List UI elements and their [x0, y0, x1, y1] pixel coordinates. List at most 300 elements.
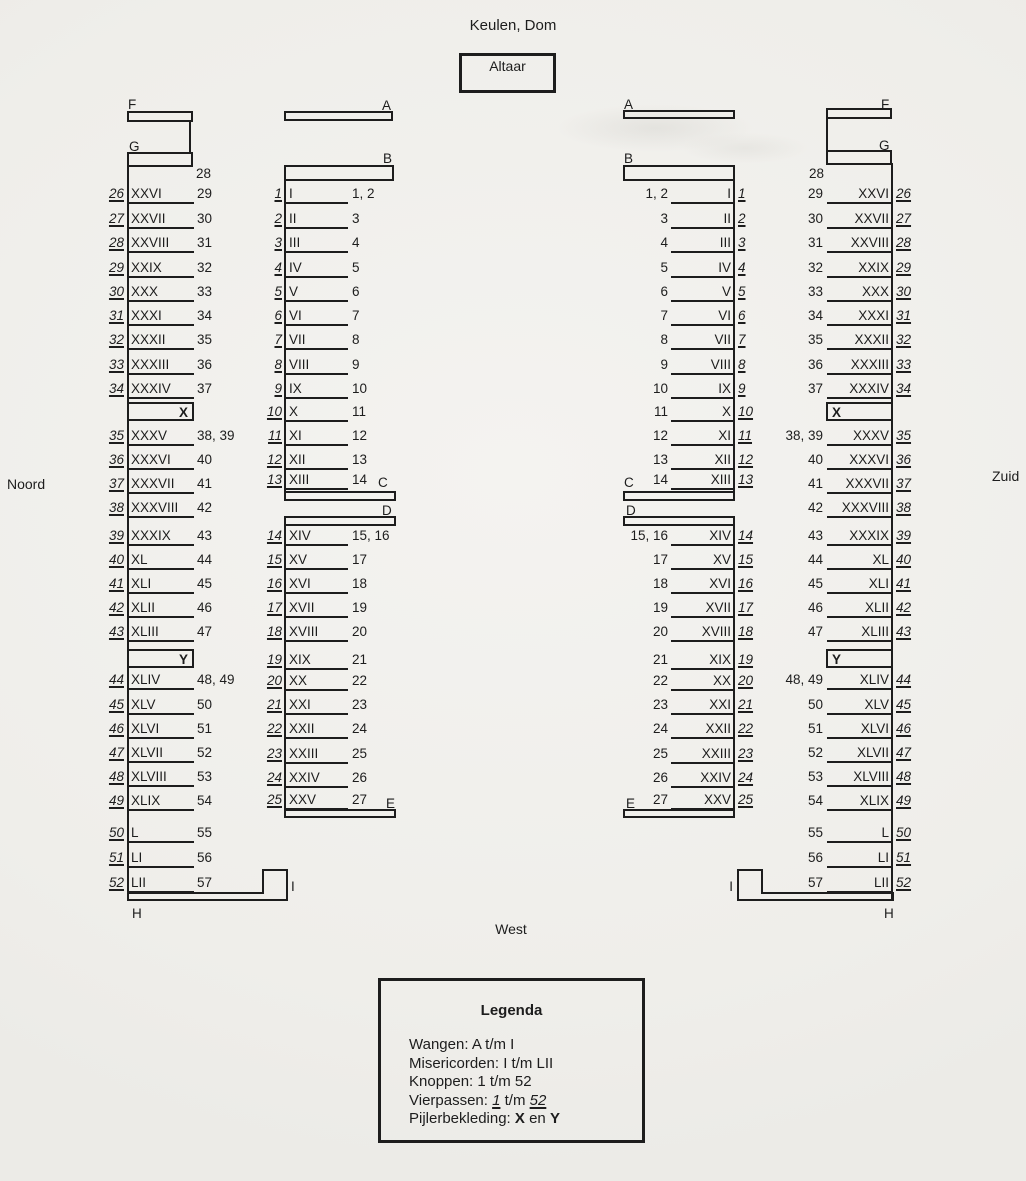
north-outer-misericorde-numeral: XLVII [131, 745, 164, 760]
north-outer-vierpas-number: 47 [108, 745, 124, 760]
south-inner-vierpas-number: 15 [738, 552, 754, 567]
south-outer-knop-number: 57 [807, 875, 823, 890]
south-outer-misericorde-numeral: XL [872, 552, 889, 567]
south-outer-misericorde-numeral: XXXI [858, 308, 889, 323]
south-outer-misericorde-numeral: LII [873, 875, 889, 890]
south-inner-knop-number: 3 [660, 210, 668, 226]
wange-label-b-south: B [624, 151, 634, 166]
north-outer-vierpas-number: 33 [108, 356, 124, 372]
north-outer-knop-number: 56 [197, 850, 213, 865]
south-outer-misericorde-numeral: XLIII [861, 624, 889, 639]
pillar-label-y-south: Y [832, 652, 842, 667]
stall-line-north-inner-1 [284, 180, 286, 501]
south-inner-vierpas-number: 5 [738, 283, 746, 299]
wange-label-i-north: I [291, 879, 295, 894]
stall-line-north-inner-2 [284, 516, 286, 818]
south-outer-vierpas-number: 29 [896, 259, 912, 275]
north-outer-knop-number: 35 [197, 332, 213, 347]
south-inner-vierpas-number: 18 [738, 624, 754, 639]
south-inner-vierpas-number: 21 [738, 697, 754, 712]
north-inner-misericorde-numeral: IX [289, 381, 302, 396]
south-outer-knop-number: 55 [807, 825, 823, 840]
south-outer-vierpas-number: 36 [896, 452, 912, 467]
legend-wangen-value: A t/m I [471, 1036, 515, 1053]
south-outer-vierpas-number: 42 [896, 600, 912, 615]
south-outer-knop-number: 54 [807, 792, 823, 808]
north-inner-misericorde-numeral: XIV [289, 528, 311, 543]
north-outer-misericorde-numeral: XLV [131, 696, 156, 712]
north-outer-knop-number: 54 [197, 792, 213, 808]
south-inner-misericorde-numeral: VI [718, 308, 731, 323]
south-inner-misericorde-numeral: XV [712, 552, 731, 567]
north-inner-misericorde-numeral: X [289, 403, 299, 419]
south-outer-vierpas-number: 34 [896, 381, 912, 396]
south-inner-misericorde-numeral: XII [714, 452, 731, 467]
wange-label-d-north: D [382, 503, 392, 518]
south-outer-misericorde-numeral: XXX [861, 283, 889, 299]
wange-label-g-north: G [129, 139, 140, 154]
north-outer-misericorde-numeral: XLII [131, 600, 156, 615]
wange-label-a-north: A [382, 98, 392, 113]
south-inner-vierpas-number: 17 [738, 600, 754, 615]
north-outer-knop-number: 53 [197, 769, 213, 784]
south-outer-knop-number: 46 [807, 600, 823, 615]
north-inner-misericorde-numeral: III [289, 235, 301, 250]
compass-west-label: West [495, 921, 527, 937]
north-inner-knop-number: 27 [352, 792, 368, 807]
north-inner-vierpas-number: 16 [266, 576, 282, 591]
north-inner-vierpas-number: 1 [274, 186, 282, 201]
north-inner-knop-number: 15, 16 [352, 528, 390, 543]
stall-line-south-inner-2 [733, 516, 735, 818]
north-outer-vierpas-number: 48 [108, 769, 124, 784]
south-outer-misericorde-numeral: XLIV [859, 672, 889, 687]
north-outer-knop-number: 30 [197, 210, 213, 226]
north-outer-misericorde-numeral: XXXVII [131, 476, 175, 491]
stall-line-north-outer [127, 165, 129, 901]
north-inner-misericorde-numeral: V [289, 283, 299, 299]
north-inner-vierpas-number: 9 [274, 381, 282, 396]
north-outer-knop-number: 46 [197, 600, 213, 615]
north-outer-misericorde-numeral: XXXIV [131, 381, 171, 396]
wange-label-b-north: B [383, 151, 393, 166]
wange-connector-south [826, 118, 828, 150]
north-outer-misericorde-numeral: LII [131, 875, 147, 890]
north-outer-misericorde-numeral: XLI [131, 576, 152, 591]
south-inner-knop-number: 7 [660, 308, 668, 323]
south-inner-knop-number: 8 [660, 332, 668, 347]
legend-wangen-label: Wangen: [409, 1036, 472, 1053]
north-inner-vierpas-number: 20 [266, 673, 282, 688]
north-outer-vierpas-number: 30 [108, 283, 124, 299]
south-outer-knop-number: 43 [807, 528, 823, 543]
north-outer-vierpas-number: 32 [108, 332, 124, 347]
north-inner-misericorde-numeral: XI [289, 428, 302, 443]
south-outer-vierpas-number: 41 [896, 576, 912, 591]
south-outer-vierpas-number: 31 [896, 308, 912, 323]
south-outer-misericorde-numeral: XXXVI [849, 452, 889, 467]
north-outer-knop-number: 45 [197, 576, 213, 591]
south-outer-misericorde-numeral: XLIX [859, 792, 889, 808]
compass-south-label: Zuid [992, 468, 1020, 484]
south-inner-knop-number: 17 [652, 552, 668, 567]
north-inner-vierpas-number: 4 [274, 259, 282, 275]
north-outer-vierpas-number: 50 [108, 825, 124, 840]
north-outer-misericorde-numeral: XXXVI [131, 452, 171, 467]
south-outer-vierpas-number: 50 [896, 825, 912, 840]
south-outer-knop-number: 41 [807, 476, 823, 491]
south-inner-knop-number: 20 [652, 624, 668, 639]
south-outer-misericorde-numeral: XXXV [852, 428, 889, 443]
south-outer-misericorde-numeral: XXXIV [849, 381, 889, 396]
south-inner-misericorde-numeral: II [723, 210, 731, 226]
south-inner-vierpas-number: 22 [738, 721, 754, 736]
wange-box-e-south [623, 809, 735, 818]
legend-pijlerbekleding-sep: en [524, 1110, 550, 1128]
north-outer-misericorde-numeral: L [131, 825, 139, 840]
north-outer-knop-number: 31 [197, 235, 213, 250]
south-inner-knop-number: 19 [652, 600, 668, 615]
south-inner-misericorde-numeral: XXI [709, 697, 731, 712]
south-inner-vierpas-number: 3 [738, 235, 746, 250]
legend-vierpassen-sep: t/m [500, 1091, 530, 1109]
south-outer-misericorde-numeral: XLVI [860, 721, 889, 736]
south-outer-knop-number: 52 [807, 745, 823, 760]
north-outer-vierpas-number: 41 [108, 576, 124, 591]
north-inner-vierpas-number: 17 [266, 600, 282, 615]
north-outer-vierpas-number: 31 [108, 308, 124, 323]
north-inner-knop-number: 13 [352, 452, 368, 467]
north-inner-misericorde-numeral: XVII [289, 600, 315, 615]
north-inner-vierpas-number: 12 [266, 452, 282, 467]
south-outer-misericorde-numeral: XXXII [854, 332, 889, 347]
north-inner-misericorde-numeral: XXIII [289, 745, 319, 761]
south-outer-misericorde-numeral: XXVIII [850, 235, 889, 250]
north-inner-vierpas-number: 2 [274, 210, 282, 226]
south-outer-vierpas-number: 32 [896, 332, 912, 347]
south-outer-misericorde-numeral: XXXVII [845, 476, 889, 491]
north-inner-knop-number: 25 [352, 745, 368, 761]
north-outer-knop-number: 51 [197, 721, 213, 736]
south-outer-vierpas-number: 30 [896, 283, 912, 299]
wange-label-h-north: H [132, 906, 142, 921]
south-inner-knop-number: 5 [660, 259, 668, 275]
north-inner-knop-number: 14 [352, 472, 368, 487]
north-outer-knop-number: 57 [197, 875, 213, 890]
north-outer-knop-number: 50 [197, 696, 213, 712]
north-inner-knop-number: 6 [352, 283, 360, 299]
north-inner-knop-number: 5 [352, 259, 360, 275]
south-inner-knop-number: 11 [653, 403, 668, 419]
north-inner-misericorde-numeral: XIII [289, 472, 310, 487]
south-outer-vierpas-number: 51 [896, 850, 912, 865]
north-outer-knop-number: 42 [197, 500, 213, 515]
pillar-label-y-north: Y [178, 652, 188, 667]
pillar-label-x-north: X [178, 405, 188, 420]
north-outer-misericorde-numeral: XXIX [131, 259, 162, 275]
north-inner-knop-number: 11 [352, 403, 367, 419]
south-inner-misericorde-numeral: III [719, 235, 731, 250]
south-inner-vierpas-number: 7 [738, 332, 746, 347]
legend-misericorden-value: I t/m LII [503, 1054, 554, 1072]
stall-line-south-inner-1 [733, 180, 735, 501]
altar-box [459, 53, 556, 93]
north-outer-misericorde-numeral: XLIX [131, 792, 161, 808]
wange-box-d-south [623, 516, 735, 526]
legend-vierpassen-label: Vierpassen: [409, 1091, 493, 1109]
north-inner-knop-number: 23 [352, 697, 368, 712]
south-outer-misericorde-numeral: XXXIX [849, 528, 889, 543]
south-inner-knop-number: 9 [660, 356, 668, 372]
wange-label-d-south: D [626, 503, 636, 518]
south-inner-vierpas-number: 20 [738, 673, 754, 688]
north-inner-knop-number: 19 [352, 600, 368, 615]
wange-label-e-south: E [626, 796, 636, 811]
north-outer-knop-number: 41 [197, 476, 213, 491]
south-outer-knop-number: 32 [807, 259, 823, 275]
legend-vierpassen-to: 52 [529, 1091, 547, 1109]
south-inner-knop-number: 22 [652, 673, 668, 688]
south-outer-knop-number: 37 [807, 381, 823, 396]
north-inner-vierpas-number: 10 [266, 403, 282, 419]
north-outer-misericorde-numeral: XLVIII [131, 769, 167, 784]
south-outer-misericorde-numeral: XXXIII [850, 356, 889, 372]
north-outer-knop-number: 48, 49 [197, 672, 235, 687]
south-inner-misericorde-numeral: IV [718, 259, 731, 275]
south-inner-vierpas-number: 14 [738, 528, 754, 543]
south-inner-misericorde-numeral: XX [712, 673, 731, 688]
wange-label-f-north: F [128, 97, 137, 112]
north-inner-knop-number: 4 [352, 235, 360, 250]
north-outer-misericorde-numeral: XLIII [131, 624, 159, 639]
south-inner-knop-number: 1, 2 [645, 186, 668, 201]
south-outer-vierpas-number: 46 [896, 721, 912, 736]
legend-line-vierpassen [409, 1092, 642, 1111]
south-inner-vierpas-number: 13 [738, 472, 754, 487]
north-outer-vierpas-number: 38 [108, 500, 124, 515]
south-outer-misericorde-numeral: L [881, 825, 889, 840]
north-inner-misericorde-numeral: II [289, 210, 297, 226]
north-outer-vierpas-number: 36 [108, 452, 124, 467]
south-inner-knop-number: 25 [652, 745, 668, 761]
legend-line-wangen [409, 1036, 642, 1055]
south-outer-vierpas-number: 33 [896, 356, 912, 372]
south-inner-vierpas-number: 12 [738, 452, 754, 467]
south-outer-misericorde-numeral: XLV [864, 696, 889, 712]
north-inner-vierpas-number: 8 [274, 356, 282, 372]
south-inner-misericorde-numeral: X [721, 403, 731, 419]
knop-first-north: 28 [196, 166, 212, 181]
south-inner-misericorde-numeral: XVI [709, 576, 731, 591]
north-inner-knop-number: 10 [352, 381, 368, 396]
south-outer-vierpas-number: 47 [896, 745, 912, 760]
legend-pillar-y: Y [549, 1110, 560, 1128]
south-inner-knop-number: 13 [652, 452, 668, 467]
north-outer-knop-number: 52 [197, 745, 213, 760]
south-inner-vierpas-number: 1 [738, 186, 746, 201]
south-inner-misericorde-numeral: XVIII [701, 624, 731, 639]
north-outer-knop-number: 43 [197, 528, 213, 543]
north-outer-vierpas-number: 37 [108, 476, 124, 491]
south-inner-vierpas-number: 24 [738, 770, 754, 785]
north-inner-vierpas-number: 11 [267, 428, 282, 443]
legend-line-knoppen [409, 1073, 642, 1092]
south-inner-misericorde-numeral: VII [714, 332, 731, 347]
north-inner-vierpas-number: 15 [266, 552, 282, 567]
south-inner-knop-number: 23 [652, 697, 668, 712]
north-outer-knop-number: 55 [197, 825, 213, 840]
north-inner-misericorde-numeral: IV [289, 259, 302, 275]
north-outer-misericorde-numeral: XXXIII [131, 356, 170, 372]
south-outer-knop-number: 44 [807, 552, 823, 567]
north-outer-misericorde-numeral: XXXII [131, 332, 166, 347]
south-inner-vierpas-number: 9 [738, 381, 746, 396]
south-inner-misericorde-numeral: XXIV [700, 770, 731, 785]
south-inner-misericorde-numeral: VIII [710, 356, 731, 372]
north-inner-vierpas-number: 6 [274, 308, 282, 323]
north-inner-knop-number: 7 [352, 308, 360, 323]
south-inner-vierpas-number: 19 [738, 652, 754, 667]
south-inner-knop-number: 27 [652, 792, 668, 807]
south-outer-vierpas-number: 40 [896, 552, 912, 567]
south-outer-knop-number: 35 [807, 332, 823, 347]
legend-pillar-x: X [514, 1110, 525, 1128]
north-inner-misericorde-numeral: VII [289, 332, 306, 347]
south-outer-vierpas-number: 35 [896, 428, 912, 443]
south-outer-vierpas-number: 43 [896, 624, 912, 639]
north-inner-vierpas-number: 7 [274, 332, 282, 347]
south-outer-knop-number: 38, 39 [785, 428, 823, 443]
south-outer-misericorde-numeral: XLI [868, 576, 889, 591]
south-outer-misericorde-numeral: XLVIII [853, 769, 889, 784]
pillar-label-x-south: X [832, 405, 842, 420]
legend-line-misericorden [409, 1055, 642, 1074]
south-outer-knop-number: 34 [807, 308, 823, 323]
north-inner-knop-number: 1, 2 [352, 186, 375, 201]
wange-box-d-north [284, 516, 396, 526]
north-inner-misericorde-numeral: XVIII [289, 624, 319, 639]
north-inner-misericorde-numeral: XXV [289, 792, 317, 807]
south-outer-knop-number: 45 [807, 576, 823, 591]
south-outer-misericorde-numeral: XXIX [858, 259, 889, 275]
legend-pijlerbekleding-label: Pijlerbekleding: [409, 1110, 515, 1128]
wange-box-b-north [284, 165, 394, 181]
north-outer-vierpas-number: 39 [108, 528, 124, 543]
north-inner-vierpas-number: 3 [274, 235, 282, 250]
south-inner-vierpas-number: 10 [738, 403, 754, 419]
wange-box-e-north [284, 809, 396, 818]
page-title: Keulen, Dom [469, 17, 557, 34]
north-inner-knop-number: 22 [352, 673, 368, 688]
south-outer-knop-number: 29 [807, 186, 823, 201]
south-inner-vierpas-number: 2 [738, 210, 746, 226]
legend-box [378, 978, 645, 1143]
south-inner-vierpas-number: 23 [738, 745, 754, 761]
north-outer-vierpas-number: 46 [108, 721, 124, 736]
north-inner-misericorde-numeral: VI [289, 308, 302, 323]
wange-label-c-north: C [378, 475, 388, 490]
south-inner-misericorde-numeral: XXII [705, 721, 731, 736]
south-outer-misericorde-numeral: XLVII [856, 745, 889, 760]
wange-label-c-south: C [624, 475, 634, 490]
south-inner-misericorde-numeral: XVII [705, 600, 731, 615]
wange-label-f-south: F [881, 97, 890, 112]
north-outer-vierpas-number: 26 [108, 186, 124, 201]
north-outer-knop-number: 33 [197, 283, 213, 299]
south-outer-knop-number: 48, 49 [785, 672, 823, 687]
north-outer-knop-number: 38, 39 [197, 428, 235, 443]
north-inner-misericorde-numeral: I [289, 186, 293, 201]
north-inner-vierpas-number: 25 [266, 792, 282, 807]
north-outer-vierpas-number: 52 [108, 875, 124, 890]
south-inner-knop-number: 12 [652, 428, 668, 443]
legend-knoppen-value: 1 t/m 52 [477, 1073, 532, 1091]
north-inner-knop-number: 3 [352, 210, 360, 226]
north-inner-vierpas-number: 18 [266, 624, 282, 639]
south-outer-knop-number: 33 [807, 283, 823, 299]
south-inner-misericorde-numeral: XXIII [701, 745, 731, 761]
north-outer-misericorde-numeral: XXVI [131, 186, 162, 201]
north-inner-vierpas-number: 24 [266, 770, 282, 785]
north-inner-misericorde-numeral: XIX [289, 652, 311, 667]
north-inner-misericorde-numeral: XII [289, 452, 306, 467]
south-inner-knop-number: 15, 16 [630, 528, 668, 543]
compass-north-label: Noord [7, 476, 46, 492]
north-outer-knop-number: 29 [197, 186, 213, 201]
north-outer-knop-number: 32 [197, 259, 213, 275]
south-inner-vierpas-number: 6 [738, 308, 746, 323]
north-inner-misericorde-numeral: XXI [289, 697, 311, 712]
south-outer-vierpas-number: 38 [896, 500, 912, 515]
north-outer-misericorde-numeral: XXX [131, 283, 159, 299]
north-outer-vierpas-number: 29 [108, 259, 124, 275]
north-inner-misericorde-numeral: XXII [289, 721, 315, 736]
wange-label-a-south: A [624, 97, 634, 112]
north-inner-vierpas-number: 19 [266, 652, 282, 667]
legend-knoppen-label: Knoppen: [409, 1073, 478, 1091]
south-inner-vierpas-number: 16 [738, 576, 754, 591]
north-outer-knop-number: 47 [197, 624, 213, 639]
north-inner-misericorde-numeral: XVI [289, 576, 311, 591]
south-inner-vierpas-number: 8 [738, 356, 746, 372]
south-inner-knop-number: 21 [652, 652, 668, 667]
north-outer-vierpas-number: 45 [108, 696, 124, 712]
north-outer-vierpas-number: 43 [108, 624, 124, 639]
north-outer-vierpas-number: 35 [108, 428, 124, 443]
north-inner-misericorde-numeral: VIII [289, 356, 310, 372]
south-outer-knop-number: 53 [807, 769, 823, 784]
legend-vierpassen-from: 1 [492, 1091, 501, 1109]
south-inner-knop-number: 6 [660, 283, 668, 299]
south-outer-knop-number: 56 [807, 850, 823, 865]
north-outer-knop-number: 40 [197, 452, 213, 467]
knop-first-south: 28 [808, 166, 824, 181]
south-inner-knop-number: 26 [652, 770, 668, 785]
south-outer-misericorde-numeral: XXVI [858, 186, 889, 201]
south-inner-misericorde-numeral: IX [718, 381, 731, 396]
south-inner-misericorde-numeral: XIII [710, 472, 731, 487]
south-outer-misericorde-numeral: LI [877, 850, 889, 865]
south-outer-knop-number: 47 [807, 624, 823, 639]
altar-label: Altaar [489, 58, 526, 74]
south-inner-knop-number: 4 [660, 235, 668, 250]
south-outer-knop-number: 51 [807, 721, 823, 736]
wange-connector-north [189, 121, 191, 152]
north-outer-knop-number: 44 [197, 552, 213, 567]
legend-title: Legenda [480, 1002, 543, 1019]
north-outer-knop-number: 34 [197, 308, 213, 323]
north-outer-misericorde-numeral: XXXVIII [131, 500, 179, 515]
